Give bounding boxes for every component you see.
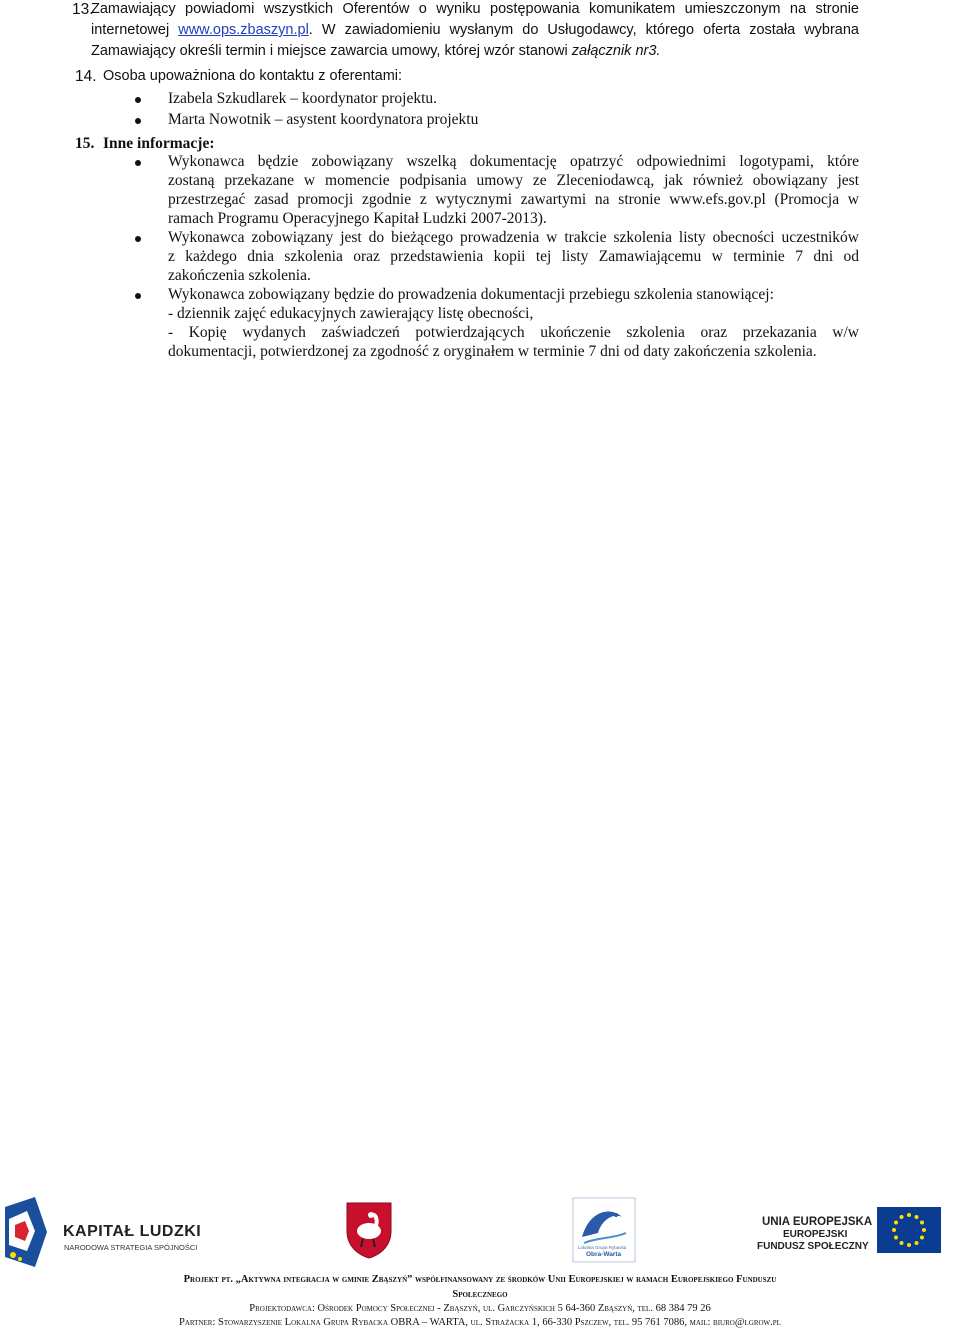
item-15-number: 15. [75, 135, 95, 152]
footer-applicant: Projektodawca: Ośrodek Pomocy Społecznej - Zbąszyń, ul. Garczyńskich 5 64-360 Zbąszyń, tel. 68 384 79 26 [249, 1303, 711, 1314]
item-13-line-2 [91, 21, 859, 40]
item-13-line-2-post: . W zawiadomieniu wysłanym do Usługodawcy, którego oferta została wybrana [308, 22, 859, 38]
kapital-ludzki-logo [5, 1197, 47, 1267]
b1-line-4: ramach Programu Operacyjnego Kapitał Ludzki 2007-2013). [168, 210, 547, 227]
footer-project-line: Projekt pt. „Aktywna integracja w gminie Zbąszyń” współfinansowany ze środków Unii Europejskiej w ramach Europejskiego Funduszu [183, 1274, 777, 1285]
item-15-heading: Inne informacje: [103, 135, 215, 152]
kapital-ludzki-subtitle: NARODOWA STRATEGIA SPÓJNOŚCI [64, 1243, 198, 1252]
logos-row [0, 1195, 960, 1270]
b3-line-2: - dziennik zajęć edukacyjnych zawierający listę obecności, [168, 305, 534, 322]
item-13-line-1: Zamawiający powiadomi wszystkich Oferentów o wyniku postępowania komunikatem umieszczonym na stronie [91, 1, 859, 17]
item-13-number: 13. [72, 1, 94, 18]
item-14-heading: Osoba upoważniona do kontaktu z oferentami: [103, 68, 403, 84]
b2-line-3: zakończenia szkolenia. [168, 267, 311, 284]
b3-line-1: Wykonawca zobowiązany będzie do prowadzenia dokumentacji przebiegu szkolenia stanowiącej: [168, 286, 774, 303]
ue-line-2: EUROPEJSKI [783, 1229, 848, 1240]
kapital-ludzki-title: KAPITAŁ LUDZKI [63, 1223, 202, 1240]
lgr-name: Obra-Warta [586, 1251, 622, 1258]
contact-1: Izabela Szkudlarek – koordynator projektu. [168, 90, 438, 107]
b2-line-2: z każdego dnia szkolenia oraz przedstawienia kopii tej listy Zamawiającemu w terminie 7 dni od [168, 248, 859, 265]
item-13-line-3 [91, 42, 660, 61]
bullet-icon [135, 97, 141, 103]
footer-partner: Partner: Stowarzyszenie Lokalna Grupa Rybacka OBRA – WARTA, ul. Strażacka 1, 66-330 Pszczew, tel. 95 761 7086, mail: biuro@lgrow.pl [179, 1317, 781, 1328]
zbaszyn-crest-icon [345, 1201, 393, 1259]
bullet-icon [135, 293, 141, 299]
item-13-line-2-pre: internetowej [91, 22, 170, 38]
item-13-line-3-pre: Zamawiający określi termin i miejsce zawarcia umowy, której wzór stanowi [91, 43, 568, 59]
b3-line-4: dokumentacji, potwierdzonej za zgodność z oryginałem w terminie 7 dni od daty zakończenia szkolenia. [168, 343, 817, 360]
ue-line-1: UNIA EUROPEJSKA [762, 1216, 873, 1228]
attachment-reference: załącznik nr3. [571, 43, 661, 59]
b1-line-1: Wykonawca będzie zobowiązany wszelką dokumentację opatrzyć odpowiednimi logotypami, które [168, 153, 859, 170]
bullet-icon [135, 118, 141, 124]
b1-line-2: zostaną przekazane w momencie podpisania umowy ze Zleceniodawcą, jak również obowiązany jest [168, 172, 859, 189]
footer-project-line-2: Społecznego [452, 1289, 508, 1300]
bullet-icon [135, 236, 141, 242]
eu-flag-icon [877, 1207, 941, 1253]
item-14-number: 14. [75, 68, 97, 85]
contact-2: Marta Nowotnik – asystent koordynatora projektu [168, 111, 479, 128]
b1-line-3: przestrzegać zasad promocji zgodnie z wytycznymi zawartymi na stronie www.efs.gov.pl (Promocja w [168, 191, 859, 208]
ops-website-link[interactable]: www.ops.zbaszyn.pl [178, 22, 309, 38]
bullet-icon [135, 160, 141, 166]
b2-line-1: Wykonawca zobowiązany jest do bieżącego prowadzenia w trakcie szkolenia listy obecności uczestników [168, 229, 859, 246]
lgr-small-text: Lokalna Grupa Rybacka [578, 1245, 627, 1250]
ue-line-3: FUNDUSZ SPOŁECZNY [757, 1241, 869, 1252]
b3-line-3: - Kopię wydanych zaświadczeń potwierdzających ukończenie szkolenia oraz przekazania w/w [168, 324, 859, 341]
